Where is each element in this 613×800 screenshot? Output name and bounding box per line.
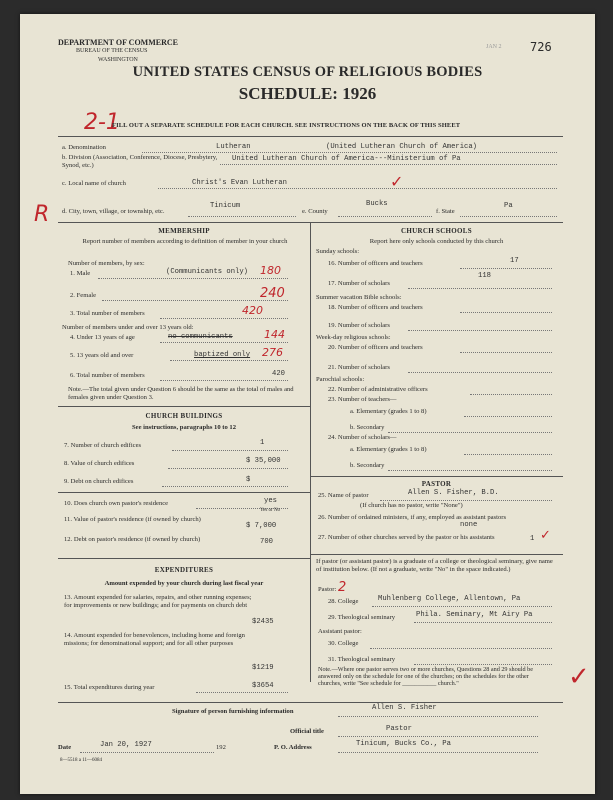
q11-value: $ 7,000 <box>246 522 277 530</box>
q23a-label: a. Elementary (grades 1 to 8) <box>350 408 427 415</box>
q1-male-value: 180 <box>260 264 281 277</box>
q7-label: 7. Number of church edifices <box>64 442 142 449</box>
church-name-value: Christ's Evan Lutheran <box>192 179 287 187</box>
membership-intro: Report number of members according to definition of member in your church <box>82 238 288 245</box>
q29-value: Phila. Seminary, Mt Airy Pa <box>416 611 533 619</box>
q5-label: 5. 13 years old and over <box>70 352 134 359</box>
q31-label: 31. Theological seminary <box>328 656 396 663</box>
q8-value: $ 35,000 <box>246 457 281 465</box>
q24b-label: b. Secondary <box>350 462 385 469</box>
q25-label: 25. Name of pastor <box>318 492 369 499</box>
q4-value: 144 <box>264 328 285 341</box>
q16-label: 16. Number of officers and teachers <box>328 260 423 267</box>
form-subtitle: SCHEDULE: 1926 <box>238 84 377 103</box>
q13-label: 13. Amount expended for salaries, repairs, and other running expenses; for improvements or new buildings; and for payments on church debt <box>64 594 252 609</box>
q18-label: 18. Number of officers and teachers <box>328 304 423 311</box>
q5-typed: baptized only <box>194 351 251 359</box>
check-mark-right: ✓ <box>568 662 590 692</box>
q17-value: 118 <box>478 272 491 280</box>
pastor-heading: PASTOR <box>421 480 452 488</box>
state-value: Pa <box>504 202 513 210</box>
q13-value: $2435 <box>252 618 274 626</box>
q26-value: none <box>460 521 478 529</box>
membership-note: Note.—The total given under Question 6 should be the same as the total of males and females given under Question 3. <box>68 386 294 401</box>
check-mark-27: ✓ <box>540 528 551 543</box>
pastor-hand-mark: 2 <box>338 580 347 595</box>
city-value: Tinicum <box>210 202 241 210</box>
q3-total-label: 3. Total number of members <box>70 310 145 317</box>
sunday-schools-label: Sunday schools: <box>316 248 360 255</box>
form-number: 726 <box>530 40 552 54</box>
age-label: Number of members under and over 13 years old: <box>62 324 194 331</box>
agency-line2: BUREAU OF THE CENSUS <box>76 48 148 54</box>
state-label: f. State <box>436 208 455 215</box>
q2-female-value: 240 <box>260 286 285 301</box>
q22-label: 22. Number of administrative officers <box>328 386 428 393</box>
agency-block <box>58 38 178 65</box>
q5-value: 276 <box>262 346 283 359</box>
q17-label: 17. Number of scholars <box>328 280 390 287</box>
q12-label: 12. Debt on pastor's residence (if owned by church) <box>64 536 201 543</box>
division-label: b. Division (Association, Conference, Diocese, Presbytery, Synod, etc.) <box>62 154 218 169</box>
county-value: Bucks <box>366 200 388 208</box>
signature-value: Allen S. Fisher <box>372 704 437 712</box>
members-by-sex-label: Number of members, by sex: <box>68 260 145 267</box>
buildings-heading: CHURCH BUILDINGS <box>145 412 223 420</box>
q29-label: 29. Theological seminary <box>328 614 396 621</box>
buildings-sub: See instructions, paragraphs 10 to 12 <box>131 424 237 431</box>
q24-label: 24. Number of scholars— <box>328 434 397 441</box>
vacation-schools-label: Summer vacation Bible schools: <box>316 294 402 301</box>
weekday-schools-label: Week-day religious schools: <box>316 334 391 341</box>
signature-label: Signature of person furnishing information <box>172 708 294 715</box>
q25-hint: (If church has no pastor, write "None") <box>360 502 463 509</box>
q10-label: 10. Does church own pastor's residence <box>64 500 169 507</box>
q9-label: 9. Debt on church edifices <box>64 478 134 485</box>
q9-value: $ <box>246 476 251 484</box>
q11-label: 11. Value of pastor's residence (if owned by church) <box>64 516 201 523</box>
print-code: 8—5518 a 11—6084 <box>60 758 103 763</box>
q20-label: 20. Number of officers and teachers <box>328 344 423 351</box>
denomination-label: a. Denomination <box>62 144 106 151</box>
denomination-value: Lutheran <box>216 143 251 151</box>
address-label: P. O. Address <box>274 744 312 751</box>
hand-mark-top: 2-1 <box>84 110 120 135</box>
membership-heading: MEMBERSHIP <box>158 227 210 235</box>
q16-value: 17 <box>510 257 519 265</box>
church-name-label: c. Local name of church <box>62 180 126 187</box>
parochial-schools-label: Parochial schools: <box>316 376 365 383</box>
q23b-label: b. Secondary <box>350 424 385 431</box>
q2-female-label: 2. Female <box>70 292 97 299</box>
q25-value: Allen S. Fisher, B.D. <box>408 489 499 497</box>
q4-label: 4. Under 13 years of age <box>70 334 135 341</box>
q23-label: 23. Number of teachers— <box>328 396 397 403</box>
q10-value: yes <box>264 497 277 505</box>
q10-hint: Yes or No <box>260 508 281 513</box>
q26-label: 26. Number of ordained ministers, if any, employed as assistant pastors <box>318 514 507 521</box>
graduate-note: If pastor (or assistant pastor) is a graduate of a college or theological seminary, give name of institution below. (If not a graduate, write "No" in the space indicated.) <box>316 558 553 573</box>
schools-intro: Report here only schools conducted by this church <box>369 238 504 245</box>
q6-label: 6. Total number of members <box>70 372 145 379</box>
pastor-note: Note.—Where one pastor serves two or more churches, Questions 28 and 29 should be answered only on the schedule for one of the churches; on the schedules for the other churches, write "See schedule for ___________ church." <box>318 666 533 687</box>
q19-label: 19. Number of scholars <box>328 322 390 329</box>
q21-label: 21. Number of scholars <box>328 364 390 371</box>
received-stamp: JAN 2 <box>486 44 502 50</box>
date-label: Date <box>58 744 72 751</box>
q3-total-value: 420 <box>242 304 263 317</box>
official-title-label: Official title <box>290 728 324 735</box>
q8-label: 8. Value of church edifices <box>64 460 135 467</box>
q1-male-label: 1. Male <box>70 270 91 277</box>
official-title-value: Pastor <box>386 725 412 733</box>
q28-value: Muhlenberg College, Allentown, Pa <box>378 595 521 603</box>
address-value: Tinicum, Bucks Co., Pa <box>356 740 451 748</box>
date-value: Jan 20, 1927 <box>100 741 152 749</box>
census-schedule-sheet <box>20 14 595 794</box>
q12-value: 700 <box>260 538 273 546</box>
q15-label: 15. Total expenditures during year <box>64 684 155 691</box>
q7-value: 1 <box>260 439 265 447</box>
q24a-label: a. Elementary (grades 1 to 8) <box>350 446 427 453</box>
q4-typed: no communicants <box>168 333 233 341</box>
form-title: UNITED STATES CENSUS OF RELIGIOUS BODIES <box>132 64 483 80</box>
q15-value: $3654 <box>252 682 274 690</box>
assistant-pastor-label: Assistant pastor: <box>318 628 362 635</box>
division-value: United Lutheran Church of America---Ministerium of Pa <box>232 155 461 163</box>
q14-value: $1219 <box>252 664 274 672</box>
pastor-sub-label: Pastor: <box>318 586 337 593</box>
denomination-value-detail: (United Lutheran Church of America) <box>326 143 477 151</box>
date-year-suffix: 192 <box>216 744 226 751</box>
q27-value: 1 <box>530 535 535 543</box>
instruction-line: FILL OUT A SEPARATE SCHEDULE FOR EACH CHURCH. SEE INSTRUCTIONS ON THE BACK OF THIS SHEET <box>112 122 461 129</box>
q14-label: 14. Amount expended for benevolences, including home and foreign missions; for denominational support; and for all other purposes <box>64 632 245 647</box>
q1-typed: (Communicants only) <box>166 268 248 276</box>
city-label: d. City, town, village, or township, etc. <box>62 208 165 215</box>
q28-label: 28. College <box>328 598 359 605</box>
check-mark: ✓ <box>390 172 404 191</box>
county-label: e. County <box>302 208 328 215</box>
expenditures-heading: EXPENDITURES <box>154 566 214 574</box>
agency-line1: DEPARTMENT OF COMMERCE <box>58 38 179 47</box>
schools-heading: CHURCH SCHOOLS <box>401 227 472 235</box>
q6-value: 420 <box>272 370 285 378</box>
q27-label: 27. Number of other churches served by the pastor or his assistants <box>318 534 495 541</box>
q30-label: 30. College <box>328 640 359 647</box>
expenditures-sub: Amount expended by your church during last fiscal year <box>104 580 264 587</box>
agency-line3: WASHINGTON <box>98 57 138 63</box>
hand-mark-left: R <box>34 202 50 227</box>
